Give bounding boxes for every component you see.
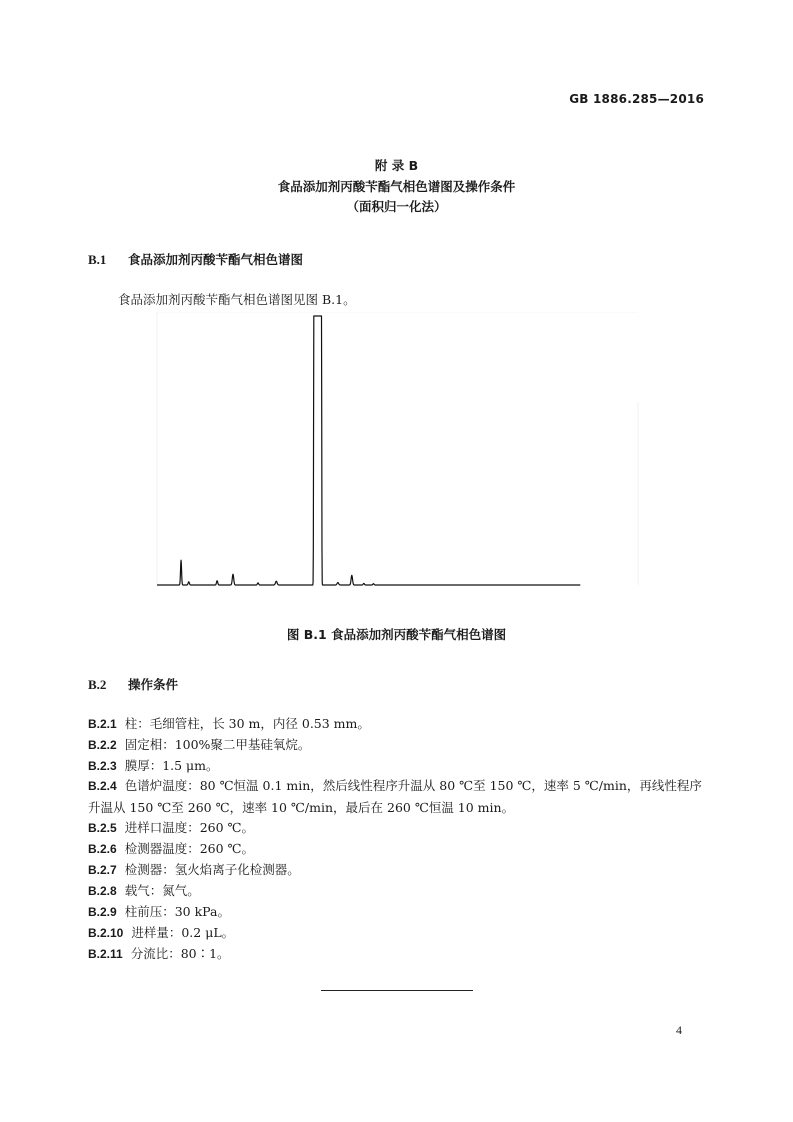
page-number: 4 <box>676 1023 682 1037</box>
section-b1-heading <box>88 250 303 268</box>
chromatogram-peak-7 <box>317 315 318 316</box>
figure-caption: 图 B.1 食品添加剂丙酸苄酯气相色谱图 <box>286 627 507 642</box>
section-b1-paragraph: 食品添加剂丙酸苄酯气相色谱图见图 B.1。 <box>118 292 356 307</box>
condition-item: B.2.2 固定相：100%聚二甲基硅氧烷。 <box>88 737 311 752</box>
chromatogram-peak-3 <box>217 580 218 581</box>
chromatogram-chart <box>155 312 640 588</box>
condition-item: B.2.6 检测器温度：260 ℃。 <box>88 841 255 856</box>
appendix-subtitle: （面积归一化法） <box>346 199 447 214</box>
standard-code: GB 1886.285—2016 <box>569 92 704 106</box>
chromatogram-peak-1 <box>180 560 181 561</box>
chromatogram-peak-8 <box>337 582 338 583</box>
chromatogram-peak-2 <box>188 581 189 582</box>
condition-item: B.2.10 进样量：0.2 μL。 <box>88 925 235 940</box>
section-b2-heading <box>88 675 178 693</box>
chromatogram-peak-4 <box>232 574 233 575</box>
condition-item: B.2.3 膜厚：1.5 μm。 <box>88 758 219 773</box>
condition-item: B.2.5 进样口温度：260 ℃。 <box>88 820 255 835</box>
condition-item: B.2.11 分流比：80∶1。 <box>88 946 230 961</box>
chromatogram-peak-11 <box>373 583 374 584</box>
condition-item: B.2.1 柱：毛细管柱，长 30 m，内径 0.53 mm。 <box>88 716 370 731</box>
section-title: 食品添加剂丙酸苄酯气相色谱图 <box>128 252 304 267</box>
section-number: B.2 <box>88 677 107 692</box>
chromatogram-peak-6 <box>276 581 277 582</box>
section-number: B.1 <box>88 252 107 267</box>
end-rule <box>321 990 473 991</box>
condition-item: B.2.7 检测器：氢火焰离子化检测器。 <box>88 862 300 877</box>
condition-item: B.2.9 柱前压：30 kPa。 <box>88 904 230 919</box>
condition-item: B.2.4 色谱炉温度：80 ℃恒温 0.1 min，然后线性程序升温从 80 ℃至 150 ℃，速率 5 ℃/min，再线性程序升温从 150 ℃至 260 ℃，速率 10 ℃/min，最后在 260 ℃恒温 10 min。 <box>88 778 702 815</box>
chromatogram-peak-9 <box>351 575 352 576</box>
chromatogram-peak-10 <box>363 583 364 584</box>
appendix-label: 附 录 B <box>374 158 419 173</box>
appendix-title: 食品添加剂丙酸苄酯气相色谱图及操作条件 <box>277 179 516 194</box>
chromatogram-peak-5 <box>257 582 258 583</box>
chart-plot-area <box>155 312 640 588</box>
condition-item: B.2.8 载气：氮气。 <box>88 883 200 898</box>
section-title: 操作条件 <box>128 677 179 692</box>
